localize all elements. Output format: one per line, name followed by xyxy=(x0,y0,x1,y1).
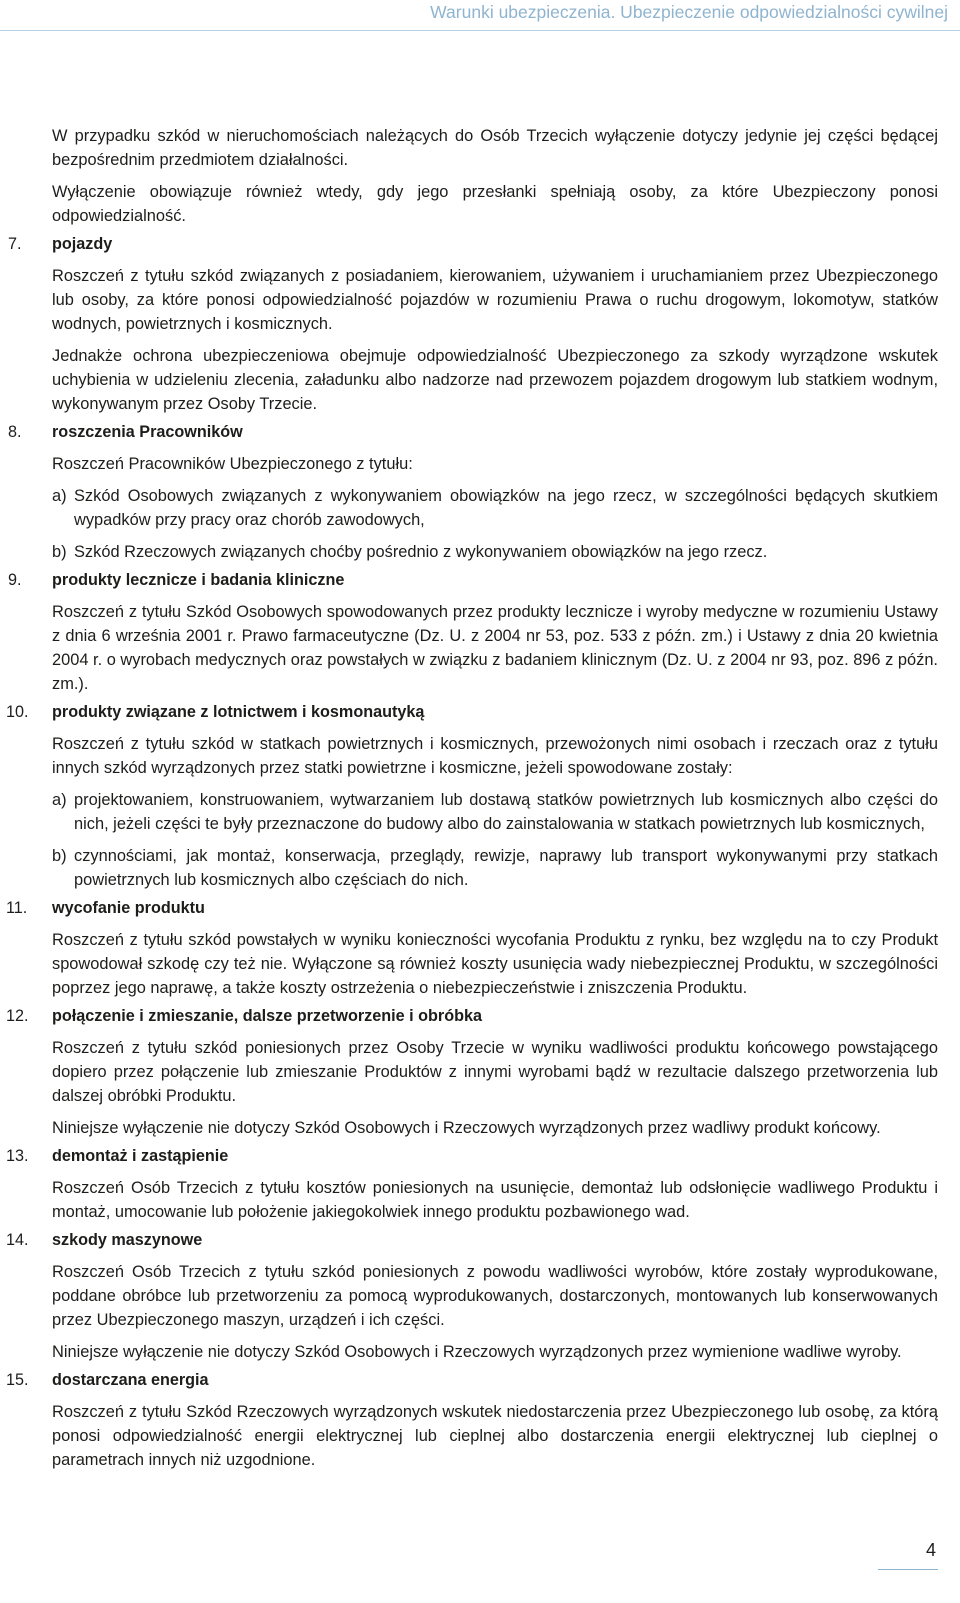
section-number: 14. xyxy=(6,1231,29,1249)
list-marker: b) xyxy=(52,847,67,865)
section-title: szkody maszynowe xyxy=(52,1231,203,1249)
section-title: roszczenia Pracowników xyxy=(52,423,243,441)
header-divider xyxy=(0,30,960,31)
section-heading xyxy=(6,1144,960,1168)
section-paragraph: Roszczeń z tytułu Szkód Rzeczowych wyrządzonych wskutek niedostarczenia przez Ubezpieczonego lub osobę, za którą ponosi odpowiedzialność energii elektrycznej lub cieplnej albo dostarczenia energii elektrycznej lub cieplnej o parametrach innych niż uzgodnione. xyxy=(52,1403,938,1469)
section-paragraph: Roszczeń z tytułu szkód powstałych w wyniku konieczności wycofania Produktu z rynku, bez względu na to czy Produkt spowodował szkodę czy też nie. Wyłączone są również koszty usunięcia wady niebezpiecznej Produktu, w szczególności poprzez jego naprawę, a także koszty ostrzeżenia o niebezpieczeństwie i zniszczenia Produktu. xyxy=(52,931,938,997)
list-item xyxy=(52,484,938,532)
section-heading xyxy=(8,568,960,592)
section-heading xyxy=(8,232,960,256)
intro-paragraph: W przypadku szkód w nieruchomościach należących do Osób Trzecich wyłączenie dotyczy jedynie jej części będącej bezpośrednim przedmiotem działalności. xyxy=(52,127,938,169)
section-number: 10. xyxy=(6,703,29,721)
section-number: 9. xyxy=(8,571,22,589)
list-item-text: projektowaniem, konstruowaniem, wytwarzaniem lub dostawą statków powietrznych lub kosmicznych albo części do nich, jeżeli części te były przeznaczone do budowy albo do zainstalowania w statkach powietrznych lub kosmicznych, xyxy=(74,791,938,833)
section-title: produkty związane z lotnictwem i kosmonautyką xyxy=(52,703,425,721)
section-number: 8. xyxy=(8,423,22,441)
page-number: 4 xyxy=(925,1540,936,1560)
section-paragraph: Roszczeń Osób Trzecich z tytułu szkód poniesionych z powodu wadliwości wyrobów, które zostały wyprodukowane, poddane obróbce lub przetworzeniu za pomocą wyprodukowanych, dostarczonych, montowanych lub konserwowanych przez Ubezpieczonego maszyn, urządzeń i ich części. xyxy=(52,1263,938,1329)
section-number: 13. xyxy=(6,1147,29,1165)
section-paragraph: Niniejsze wyłączenie nie dotyczy Szkód Osobowych i Rzeczowych wyrządzonych przez wymienione wadliwe wyroby. xyxy=(52,1343,902,1361)
document-body xyxy=(0,124,960,1472)
section-title: połączenie i zmieszanie, dalsze przetworzenie i obróbka xyxy=(52,1007,482,1025)
section-number: 12. xyxy=(6,1007,29,1025)
section-paragraph: Roszczeń Osób Trzecich z tytułu kosztów poniesionych na usunięcie, demontaż lub odsłonięcie wadliwego Produktu i montaż, umocowanie lub położenie jakiegokolwiek innego produktu pozbawionego wad. xyxy=(52,1179,938,1221)
list-marker: a) xyxy=(52,487,67,505)
section-heading xyxy=(6,1368,960,1392)
section-paragraph: Roszczeń Pracowników Ubezpieczonego z tytułu: xyxy=(52,455,413,473)
list-item xyxy=(52,540,938,564)
page-number-rule xyxy=(878,1569,938,1570)
section-heading xyxy=(6,896,960,920)
list-marker: b) xyxy=(52,543,67,561)
list-item xyxy=(52,844,938,892)
section-paragraph: Roszczeń z tytułu Szkód Osobowych spowodowanych przez produkty lecznicze i wyroby medyczne w rozumieniu Ustawy z dnia 6 września 2001 r. Prawo farmaceutyczne (Dz. U. z 2004 nr 53, poz. 533 z późn. zm.) i Ustawy z dnia 20 kwietnia 2004 r. o wyrobach medycznych oraz powstałych w związku z badaniem klinicznym (Dz. U. z 2004 nr 93, poz. 896 z późn. zm.). xyxy=(52,603,938,693)
section-heading xyxy=(6,700,960,724)
list-marker: a) xyxy=(52,791,67,809)
section-title: produkty lecznicze i badania kliniczne xyxy=(52,571,345,589)
list-item-text: Szkód Osobowych związanych z wykonywaniem obowiązków na jego rzecz, w szczególności będących skutkiem wypadków przy pracy oraz chorób zawodowych, xyxy=(74,487,938,529)
section-paragraph: Roszczeń z tytułu szkód poniesionych przez Osoby Trzecie w wyniku wadliwości produktu końcowego powstającego dopiero przez połączenie lub zmieszanie Produktów z innymi wyrobami bądź w rezultacie dalszego przetworzenia lub dalszej obróbki Produktu. xyxy=(52,1039,938,1105)
section-paragraph: Jednakże ochrona ubezpieczeniowa obejmuje odpowiedzialność Ubezpieczonego za szkody wyrządzone wskutek uchybienia w udzieleniu zlecenia, załadunku albo nadzorze nad przewozem pojazdem drogowym lub statkiem wodnym, wykonywanym przez Osoby Trzecie. xyxy=(52,347,938,413)
list-item-text: Szkód Rzeczowych związanych choćby pośrednio z wykonywaniem obowiązków na jego rzecz. xyxy=(74,543,768,561)
section-paragraph: Niniejsze wyłączenie nie dotyczy Szkód Osobowych i Rzeczowych wyrządzonych przez wadliwy produkt końcowy. xyxy=(52,1119,881,1137)
section-number: 15. xyxy=(6,1371,29,1389)
intro-paragraph: Wyłączenie obowiązuje również wtedy, gdy jego przesłanki spełniają osoby, za które Ubezpieczony ponosi odpowiedzialność. xyxy=(52,183,938,225)
section-title: dostarczana energia xyxy=(52,1371,209,1389)
running-header: Warunki ubezpieczenia. Ubezpieczenie odpowiedzialności cywilnej xyxy=(430,2,948,22)
section-heading xyxy=(8,420,960,444)
section-number: 11. xyxy=(6,899,28,917)
list-item-text: czynnościami, jak montaż, konserwacja, przeglądy, rewizje, naprawy lub transport wykonywanymi przy statkach powietrznych lub kosmicznych albo częściach do nich. xyxy=(74,847,938,889)
section-title: wycofanie produktu xyxy=(52,899,205,917)
section-paragraph: Roszczeń z tytułu szkód w statkach powietrznych i kosmicznych, przewożonych nimi osobach i rzeczach oraz z tytułu innych szkód wyrządzonych przez statki powietrzne i kosmiczne, jeżeli spowodowane zostały: xyxy=(52,735,938,777)
section-heading xyxy=(6,1228,960,1252)
section-paragraph: Roszczeń z tytułu szkód związanych z posiadaniem, kierowaniem, używaniem i uruchamianiem przez Ubezpieczonego lub osoby, za które ponosi odpowiedzialność pojazdów w rozumieniu Prawa o ruchu drogowym, lokomotyw, statków wodnych, powietrznych i kosmicznych. xyxy=(52,267,938,333)
list-item xyxy=(52,788,938,836)
section-title: demontaż i zastąpienie xyxy=(52,1147,229,1165)
section-heading xyxy=(6,1004,960,1028)
section-number: 7. xyxy=(8,235,22,253)
section-title: pojazdy xyxy=(52,235,113,253)
